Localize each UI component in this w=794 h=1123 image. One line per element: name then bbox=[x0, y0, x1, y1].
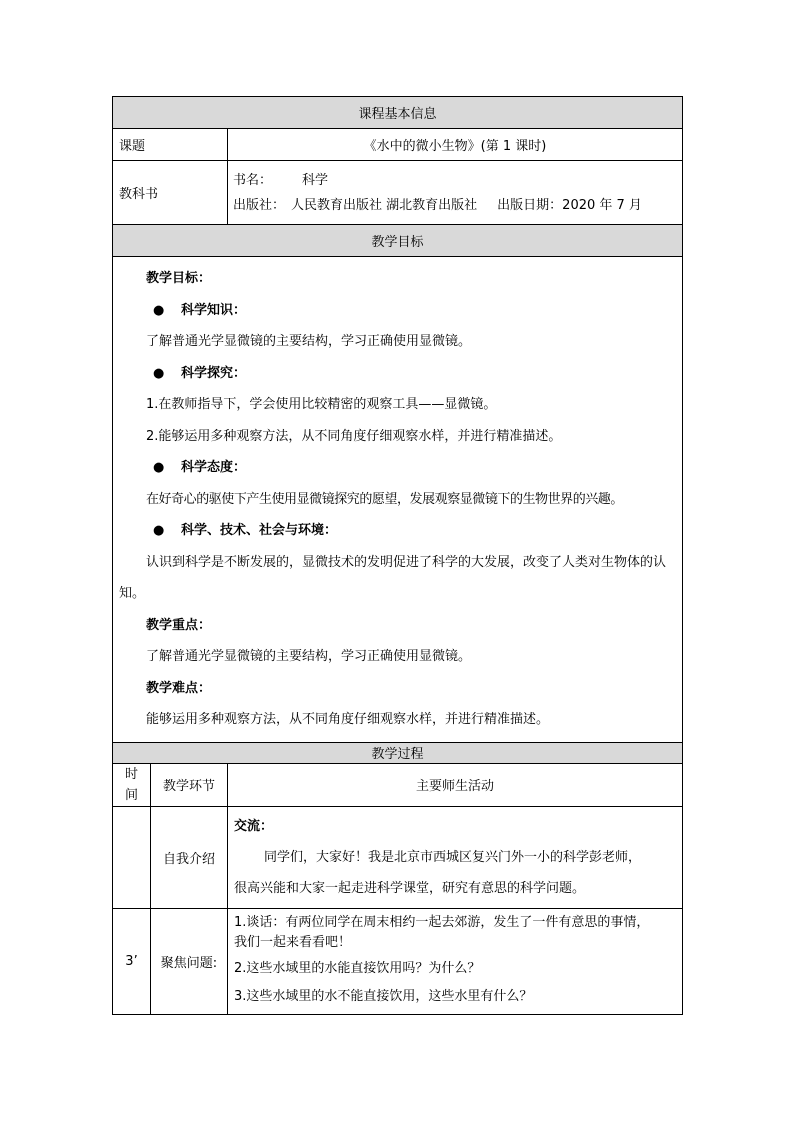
textbook-label: 教科书 bbox=[113, 161, 228, 225]
topic-label: 课题 bbox=[113, 129, 228, 161]
table-row bbox=[113, 908, 683, 1014]
publisher-label: 出版社： bbox=[233, 197, 286, 213]
activity-line-3: 3.这些水域里的水不能直接饮用，这些水里有什么？ bbox=[234, 988, 533, 1004]
pub-date-value: 2020 年 7 月 bbox=[562, 197, 642, 213]
table-row bbox=[113, 806, 683, 908]
col-time-line-1: 时 bbox=[124, 766, 138, 782]
book-name-value: 科学 bbox=[302, 172, 329, 188]
sts-heading bbox=[119, 515, 676, 547]
sci-attitude-title: 科学态度： bbox=[181, 460, 247, 475]
row-time bbox=[113, 806, 151, 908]
row-activity bbox=[228, 908, 683, 1014]
bullet-icon: ● bbox=[153, 523, 165, 538]
sci-attitude-heading bbox=[119, 452, 676, 484]
sci-knowledge-text: 了解普通光学显微镜的主要结构，学习正确使用显微镜。 bbox=[146, 334, 472, 349]
key-point-title: 教学重点： bbox=[146, 617, 212, 633]
col-time-header bbox=[113, 763, 151, 806]
activity-line-2: 很高兴能和大家一起走进科学课堂，研究有意思的科学问题。 bbox=[234, 880, 586, 896]
col-stage-header: 教学环节 bbox=[151, 763, 228, 806]
publisher-line bbox=[228, 193, 682, 218]
topic-value: 《水中的微小生物》(第 1 课时) bbox=[228, 129, 683, 161]
goals-title: 教学目标： bbox=[146, 271, 212, 286]
publisher-value: 人民教育出版社 湖北教育出版社 bbox=[291, 197, 478, 213]
col-time-line-2: 间 bbox=[124, 787, 138, 803]
sci-inquiry-item-2: 2.能够运用多种观察方法，从不同角度仔细观察水样，并进行精准描述。 bbox=[146, 428, 562, 444]
lesson-plan-table bbox=[112, 96, 683, 1015]
row-stage: 聚焦问题: bbox=[151, 908, 228, 1014]
bullet-icon: ● bbox=[153, 365, 165, 381]
sci-knowledge-title: 科学知识： bbox=[181, 302, 247, 318]
sts-text: 认识到科学是不断发展的，显微技术的发明促进了科学的大发展，改变了人类对生物体的认知。 bbox=[119, 554, 667, 601]
book-name-label: 书名： bbox=[233, 172, 273, 188]
sci-inquiry-item-1: 1.在教师指导下，学会使用比较精密的观察工具——显微镜。 bbox=[146, 397, 497, 412]
textbook-details bbox=[228, 161, 683, 225]
sci-inquiry-heading bbox=[119, 358, 676, 390]
activity-title: 交流： bbox=[234, 818, 274, 834]
bullet-icon: ● bbox=[153, 302, 165, 318]
sci-inquiry-title: 科学探究： bbox=[181, 365, 247, 381]
sts-title: 科学、技术、社会与环境： bbox=[181, 523, 338, 538]
key-point-text: 了解普通光学显微镜的主要结构，学习正确使用显微镜。 bbox=[146, 649, 472, 664]
book-name-line bbox=[228, 168, 682, 193]
row-time: 3’ bbox=[113, 908, 151, 1014]
col-activity-header: 主要师生活动 bbox=[228, 763, 683, 806]
sci-knowledge-heading bbox=[119, 295, 676, 327]
difficulty-title: 教学难点： bbox=[146, 680, 212, 696]
activity-line-1b: 我们一起来看看吧！ bbox=[234, 934, 352, 950]
teaching-process-header: 教学过程 bbox=[113, 742, 683, 763]
pub-date-label: 出版日期： bbox=[497, 197, 563, 213]
bullet-icon: ● bbox=[153, 460, 165, 475]
teaching-goals-body bbox=[113, 257, 683, 743]
teaching-goals-header: 教学目标 bbox=[113, 225, 683, 257]
difficulty-text: 能够运用多种观察方法，从不同角度仔细观察水样，并进行精准描述。 bbox=[146, 712, 550, 727]
row-stage: 自我介绍 bbox=[151, 806, 228, 908]
activity-line-1: 1.谈话：有两位同学在周末相约一起去郊游，发生了一件有意思的事情， bbox=[234, 914, 650, 930]
activity-line-2: 2.这些水域里的水能直接饮用吗？为什么？ bbox=[234, 960, 481, 976]
row-activity bbox=[228, 806, 683, 908]
course-info-header: 课程基本信息 bbox=[113, 97, 683, 129]
activity-line-1: 同学们，大家好！我是北京市西城区复兴门外一小的科学彭老师， bbox=[264, 849, 642, 865]
sci-attitude-text: 在好奇心的驱使下产生使用显微镜探究的愿望，发展观察显微镜下的生物世界的兴趣。 bbox=[146, 491, 623, 507]
